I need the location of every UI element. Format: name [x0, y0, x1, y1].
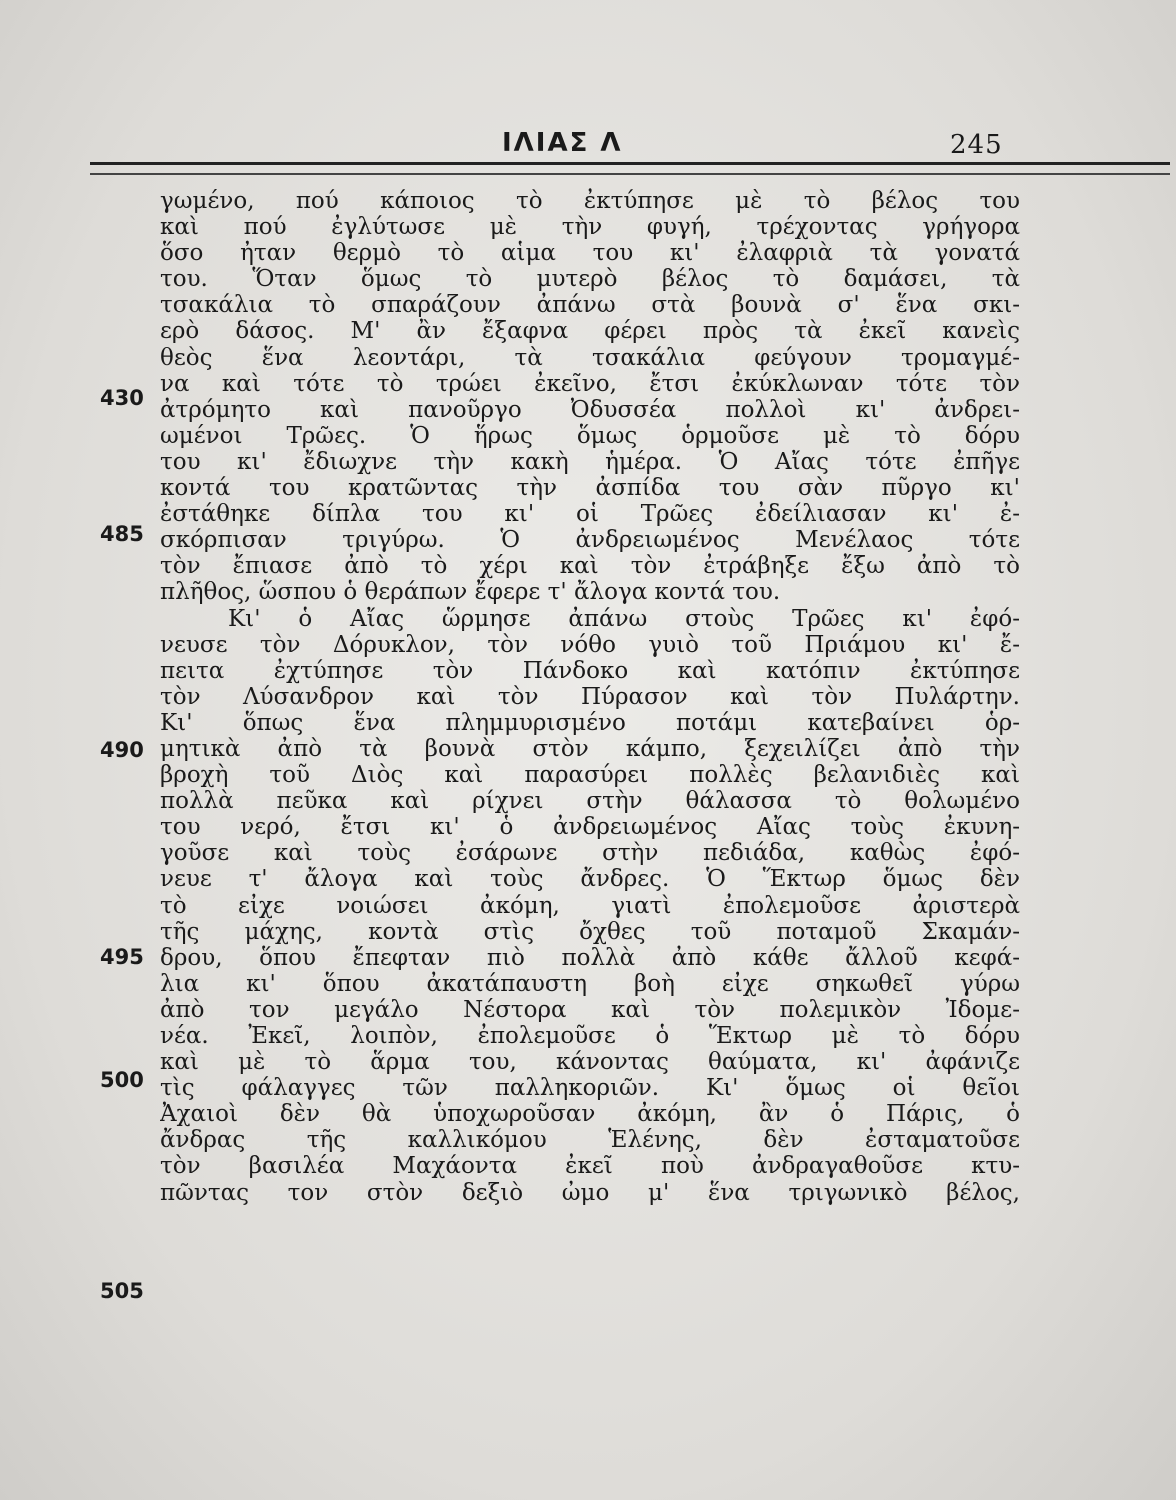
text-line: Ἀχαιοὶ δὲν θὰ ὑποχωροῦσαν ἀκόμη, ἂν ὁ Πάρις, ὁ	[160, 1101, 1020, 1128]
line-number-500: 500	[100, 1068, 144, 1092]
text-line: κοντά του κρατῶντας τὴν ἀσπίδα του σὰν πῦργο κι'	[160, 475, 1020, 502]
text-line: νέα. Ἐκεῖ, λοιπὸν, ἐπολεμοῦσε ὁ Ἕκτωρ μὲ τὸ δόρυ	[160, 1023, 1020, 1049]
text-line: θεὸς ἕνα λεοντάρι, τὰ τσακάλια φεύγουν τρομαγμέ-	[160, 344, 1020, 371]
text-line: σκόρπισαν τριγύρω. Ὁ ἀνδρειωμένος Μενέλαος τότε	[160, 527, 1020, 554]
text-line: τὸ εἶχε νοιώσει ἀκόμη, γιατὶ ἐπολεμοῦσε ἀριστερὰ	[160, 892, 1020, 919]
text-line: να καὶ τότε τὸ τρώει ἐκεῖνο, ἔτσι ἐκύκλωναν τότε τὸν	[160, 370, 1020, 397]
text-line: μητικὰ ἀπὸ τὰ βουνὰ στὸν κάμπο, ξεχειλίζει ἀπὸ τὴν	[160, 735, 1020, 762]
text-line: πῶντας τον στὸν δεξιὸ ὦμο μ' ἕνα τριγωνικὸ βέλος,	[160, 1179, 1020, 1206]
text-line: πολλὰ πεῦκα καὶ ρίχνει στὴν θάλασσα τὸ θολωμένο	[160, 788, 1020, 815]
line-number-495: 495	[100, 945, 144, 969]
line-number-430: 430	[100, 386, 144, 410]
line-number-485: 485	[100, 522, 144, 546]
text-line: τὶς φάλαγγες τῶν παλληκοριῶν. Κι' ὅμως οἱ θεῖοι	[160, 1075, 1020, 1102]
text-line: γοῦσε καὶ τοὺς ἐσάρωνε στὴν πεδιάδα, καθὼς ἐφό-	[160, 840, 1020, 867]
text-line: του νερό, ἔτσι κι' ὁ ἀνδρειωμένος Αἴας τοὺς ἐκυνη-	[160, 814, 1020, 841]
text-line: βροχὴ τοῦ Διὸς καὶ παρασύρει πολλὲς βελανιδιὲς καὶ	[160, 762, 1020, 789]
text-line: του κι' ἔδιωχνε τὴν κακὴ ἡμέρα. Ὁ Αἴας τότε ἐπῆγε	[160, 448, 1020, 475]
text-line: τὸν Λύσανδρον καὶ τὸν Πύρασον καὶ τὸν Πυλάρτην.	[160, 683, 1020, 710]
text-line: ερὸ δάσος. Μ' ἂν ἔξαφνα φέρει πρὸς τὰ ἐκεῖ κανεὶς	[160, 318, 1020, 345]
line-number-505: 505	[100, 1279, 144, 1303]
text-line: πλῆθος, ὥσπου ὁ θεράπων ἔφερε τ' ἄλογα κοντά του.	[160, 579, 781, 606]
text-line: τσακάλια τὸ σπαράζουν ἀπάνω στὰ βουνὰ σ' ἕνα σκι-	[160, 292, 1020, 319]
text-line: καὶ μὲ τὸ ἅρμα του, κάνοντας θαύματα, κι' ἀφάνιζε	[160, 1049, 1020, 1076]
text-line: τὸν βασιλέα Μαχάοντα ἐκεῖ ποὺ ἀνδραγαθοῦσε κτυ-	[160, 1153, 1020, 1180]
text-line: ἐστάθηκε δίπλα του κι' οἱ Τρῶες ἐδείλιασαν κι' ἐ-	[160, 501, 1020, 528]
text-line: νευε τ' ἄλογα καὶ τοὺς ἄνδρες. Ὁ Ἕκτωρ ὅμως δὲν	[160, 866, 1020, 893]
text-line: τῆς μάχης, κοντὰ στὶς ὄχθες τοῦ ποταμοῦ Σκαμάν-	[160, 918, 1020, 945]
running-header	[90, 118, 1170, 158]
text-line: δρου, ὅπου ἔπεφταν πιὸ πολλὰ ἀπὸ κάθε ἄλλοῦ κεφά-	[160, 944, 1020, 971]
text-line: τὸν ἔπιασε ἀπὸ τὸ χέρι καὶ τὸν ἐτράβηξε ἔξω ἀπὸ τὸ	[160, 553, 1020, 580]
text-line: λια κι' ὅπου ἀκατάπαυστη βοὴ εἶχε σηκωθεῖ γύρω	[160, 970, 1020, 997]
text-line-indented: Κι' ὁ Αἴας ὥρμησε ἀπάνω στοὺς Τρῶες κι' ἐφό-	[228, 605, 1020, 632]
body-text	[160, 188, 1020, 1206]
text-line: ἀτρόμητο καὶ πανοῦργο Ὀδυσσέα πολλοὶ κι' ἀνδρει-	[160, 396, 1020, 423]
text-line: γωμένο, πού κάποιος τὸ ἐκτύπησε μὲ τὸ βέλος του	[160, 188, 1020, 214]
text-line: του. Ὅταν ὅμως τὸ μυτερὸ βέλος τὸ δαμάσει, τὰ	[160, 266, 1020, 293]
text-line: Κι' ὅπως ἕνα πλημμυρισμένο ποτάμι κατεβαίνει ὁρ-	[160, 709, 1020, 736]
text-line: καὶ πού ἐγλύτωσε μὲ τὴν φυγή, τρέχοντας γρήγορα	[160, 214, 1020, 241]
text-line: ἀπὸ τον μεγάλο Νέστορα καὶ τὸν πολεμικὸν Ἰδομε-	[160, 996, 1020, 1023]
line-number-490: 490	[100, 738, 144, 762]
text-line: ἄνδρας τῆς καλλικόμου Ἑλένης, δὲν ἐσταματοῦσε	[160, 1127, 1020, 1154]
text-line: ὅσο ἦταν θερμὸ τὸ αἷμα του κι' ἐλαφριὰ τὰ γονατά	[160, 240, 1020, 267]
text-line: νευσε τὸν Δόρυκλον, τὸν νόθο γυιὸ τοῦ Πριάμου κι' ἔ-	[160, 631, 1020, 658]
running-title: ΙΛΙΑΣ Λ	[502, 128, 623, 158]
page-number: 245	[950, 130, 1003, 160]
text-line: πειτα ἐχτύπησε τὸν Πάνδοκο καὶ κατόπιν ἐκτύπησε	[160, 657, 1020, 684]
text-line: ωμένοι Τρῶες. Ὁ ἥρως ὅμως ὁρμοῦσε μὲ τὸ δόρυ	[160, 422, 1020, 449]
header-rule	[90, 162, 1170, 175]
